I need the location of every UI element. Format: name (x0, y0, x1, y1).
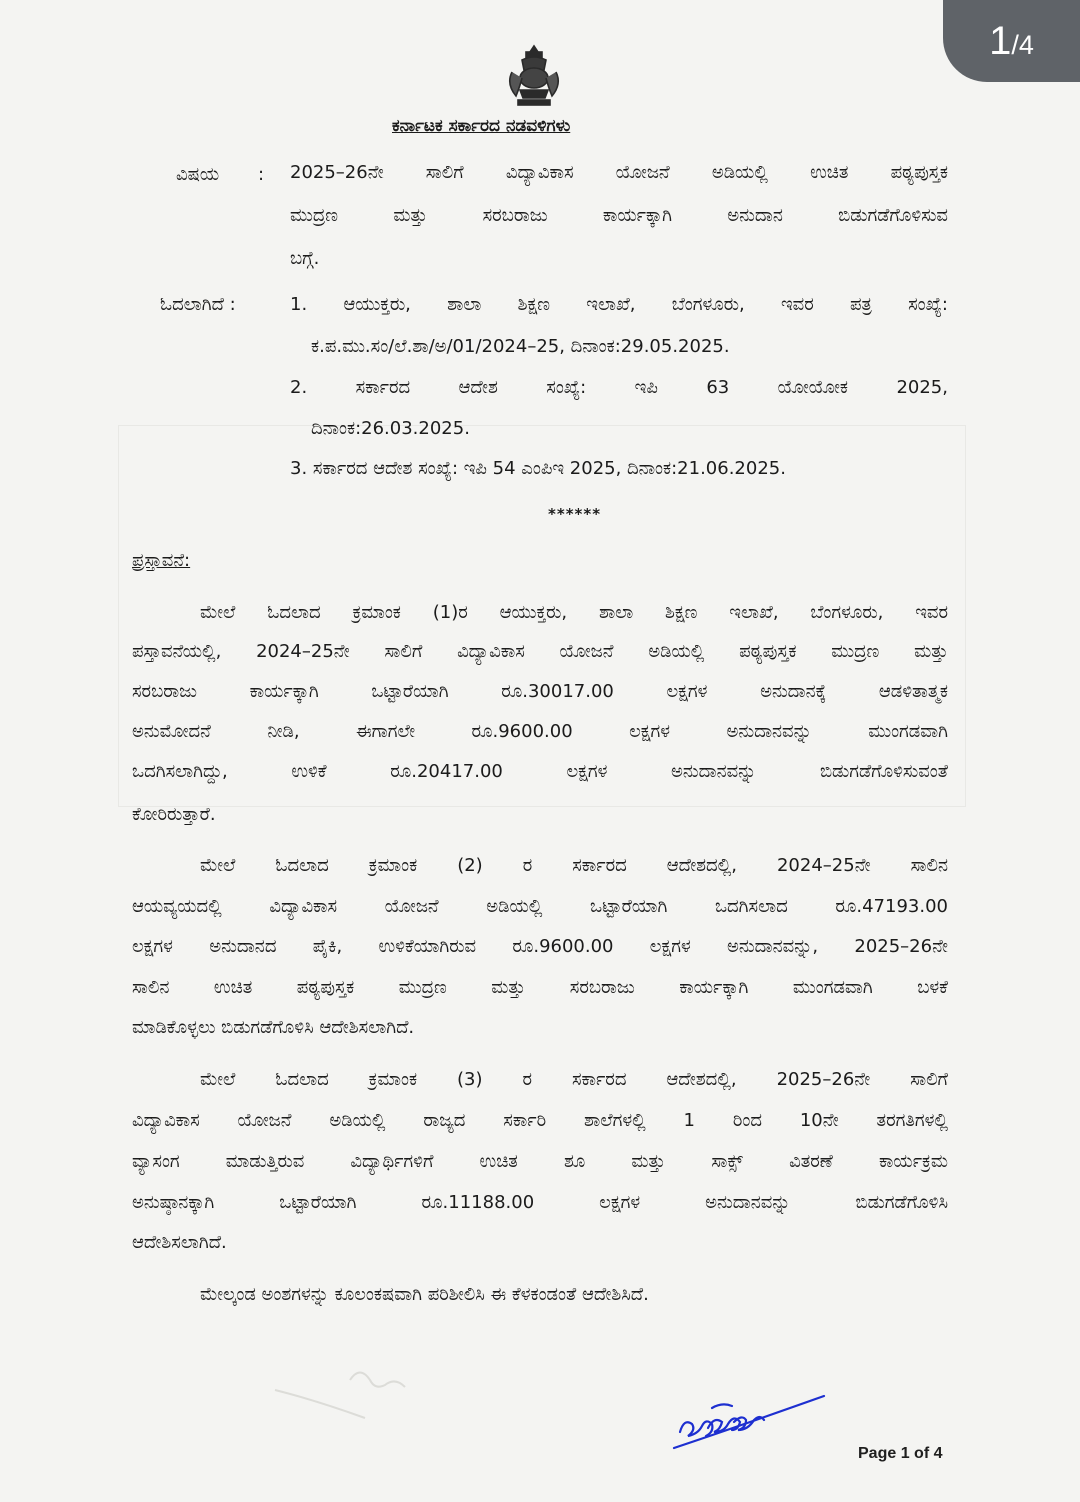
page-counter-current: 1 (989, 18, 1012, 63)
reference-2-line-1: 2. ಸರ್ಕಾರದ ಆದೇಶ ಸಂಖ್ಯೆ: ಇಪಿ 63 ಯೋಯೋಕ 2025, (290, 377, 948, 398)
separator: ****** (548, 505, 602, 523)
subject-label: ವಿಷಯ (176, 164, 220, 185)
subject-line-3: ಬಗ್ಗೆ. (290, 248, 320, 269)
para-3-line-3: ವ್ಯಾಸಂಗ ಮಾಡುತ್ತಿರುವ ವಿದ್ಯಾರ್ಥಿಗಳಿಗೆ ಉಚಿತ ಶೂ ಮತ್ತು ಸಾಕ್ಸ್ ವಿತರಣೆ ಕಾರ್ಯಕ್ರಮ (132, 1151, 948, 1172)
page-footer-prefix: Page (858, 1445, 901, 1462)
para-2-line-5: ಮಾಡಿಕೊಳ್ಳಲು ಬಿಡುಗಡೆಗೊಳಿಸಿ ಆದೇಶಿಸಲಾಗಿದೆ. (132, 1017, 415, 1038)
para-3-line-1: ಮೇಲೆ ಓದಲಾದ ಕ್ರಮಾಂಕ (3) ರ ಸರ್ಕಾರದ ಆದೇಶದಲ್ಲಿ, 2025–26ನೇ ಸಾಲಿಗೆ (200, 1069, 948, 1090)
reference-3-line-1: 3. ಸರ್ಕಾರದ ಆದೇಶ ಸಂಖ್ಯೆ: ಇಪಿ 54 ಎಂಪಿಇ 2025, ದಿನಾಂಕ:21.06.2025. (290, 458, 786, 479)
para-3-line-5: ಆದೇಶಿಸಲಾಗಿದೆ. (132, 1232, 227, 1253)
karnataka-emblem-icon (502, 42, 566, 108)
document-heading: ಕರ್ನಾಟಕ ಸರ್ಕಾರದ ನಡವಳಿಗಳು (392, 116, 571, 136)
reference-1-line-2: ಕ.ಪ.ಮು.ಸಂ/ಲೆ.ಶಾ/ಅ/01/2024–25, ದಿನಾಂಕ:29.05.2025. (311, 336, 730, 357)
references-label: ಓದಲಾಗಿದೆ : (160, 294, 236, 315)
page-footer-total: 4 (933, 1445, 943, 1462)
para-1-line-5: ಒದಗಿಸಲಾಗಿದ್ದು, ಉಳಿಕೆ ರೂ.20417.00 ಲಕ್ಷಗಳ ಅನುದಾನವನ್ನು ಬಿಡುಗಡೆಗೊಳಿಸುವಂತೆ (132, 761, 948, 782)
para-3-line-2: ವಿದ್ಯಾವಿಕಾಸ ಯೋಜನೆ ಅಡಿಯಲ್ಲಿ ರಾಜ್ಯದ ಸರ್ಕಾರಿ ಶಾಲೆಗಳಲ್ಲಿ 1 ರಿಂದ 10ನೇ ತರಗತಿಗಳಲ್ಲಿ (132, 1110, 948, 1131)
page-counter-total: /4 (1011, 29, 1034, 60)
preamble-title: ಪ್ರಸ್ತಾವನೆ: (132, 550, 191, 571)
para-1-line-4: ಅನುಮೋದನೆ ನೀಡಿ, ಈಗಾಗಲೇ ರೂ.9600.00 ಲಕ್ಷಗಳ ಅನುದಾನವನ್ನು ಮುಂಗಡವಾಗಿ (132, 721, 948, 742)
para-1-line-1: ಮೇಲೆ ಓದಲಾದ ಕ್ರಮಾಂಕ (1)ರ ಆಯುಕ್ತರು, ಶಾಲಾ ಶಿಕ್ಷಣ ಇಲಾಖೆ, ಬೆಂಗಳೂರು, ಇವರ (200, 602, 948, 623)
para-3-line-4: ಅನುಷ್ಠಾನಕ್ಕಾಗಿ ಒಟ್ಟಾರೆಯಾಗಿ ರೂ.11188.00 ಲಕ್ಷಗಳ ಅನುದಾನವನ್ನು ಬಿಡುಗಡೆಗೊಳಿಸಿ (132, 1192, 948, 1213)
page-footer-middle: of (909, 1445, 934, 1462)
subject-line-2: ಮುದ್ರಣ ಮತ್ತು ಸರಬರಾಜು ಕಾರ್ಯಕ್ಕಾಗಿ ಅನುದಾನ ಬಿಡುಗಡೆಗೊಳಿಸುವ (290, 205, 948, 226)
closing-line: ಮೇಲ್ಕಂಡ ಅಂಶಗಳನ್ನು ಕೂಲಂಕಷವಾಗಿ ಪರಿಶೀಲಿಸಿ ಈ ಕೆಳಕಂಡಂತೆ ಆದೇಶಿಸಿದೆ. (200, 1284, 649, 1305)
page-footer-current: 1 (900, 1445, 910, 1462)
signature-mark (668, 1388, 828, 1450)
para-2-line-2: ಆಯವ್ಯಯದಲ್ಲಿ ವಿದ್ಯಾವಿಕಾಸ ಯೋಜನೆ ಅಡಿಯಲ್ಲಿ ಒಟ್ಟಾರೆಯಾಗಿ ಒದಗಿಸಲಾದ ರೂ.47193.00 (132, 896, 948, 917)
page-counter-badge (943, 0, 1080, 82)
para-2-line-4: ಸಾಲಿನ ಉಚಿತ ಪಠ್ಯಪುಸ್ತಕ ಮುದ್ರಣ ಮತ್ತು ಸರಬರಾಜು ಕಾರ್ಯಕ್ಕಾಗಿ ಮುಂಗಡವಾಗಿ ಬಳಕೆ (132, 977, 948, 998)
para-2-line-3: ಲಕ್ಷಗಳ ಅನುದಾನದ ಪೈಕಿ, ಉಳಿಕೆಯಾಗಿರುವ ರೂ.9600.00 ಲಕ್ಷಗಳ ಅನುದಾನವನ್ನು, 2025–26ನೇ (132, 936, 948, 957)
page-footer (858, 1445, 943, 1463)
subject-colon: : (258, 164, 265, 185)
para-2-line-1: ಮೇಲೆ ಓದಲಾದ ಕ್ರಮಾಂಕ (2) ರ ಸರ್ಕಾರದ ಆದೇಶದಲ್ಲಿ, 2024–25ನೇ ಸಾಲಿನ (200, 855, 948, 876)
bleed-through-signature (270, 1360, 430, 1420)
para-1-line-3: ಸರಬರಾಜು ಕಾರ್ಯಕ್ಕಾಗಿ ಒಟ್ಟಾರೆಯಾಗಿ ರೂ.30017.00 ಲಕ್ಷಗಳ ಅನುದಾನಕ್ಕೆ ಆಡಳಿತಾತ್ಮಕ (132, 681, 948, 702)
para-1-line-2: ಪಸ್ತಾವನೆಯಲ್ಲಿ, 2024–25ನೇ ಸಾಲಿಗೆ ವಿದ್ಯಾವಿಕಾಸ ಯೋಜನೆ ಅಡಿಯಲ್ಲಿ ಪಠ್ಯಪುಸ್ತಕ ಮುದ್ರಣ ಮತ್ತು (132, 641, 948, 662)
reference-2-line-2: ದಿನಾಂಕ:26.03.2025. (311, 418, 470, 439)
subject-line-1: 2025–26ನೇ ಸಾಲಿಗೆ ವಿದ್ಯಾವಿಕಾಸ ಯೋಜನೆ ಅಡಿಯಲ್ಲಿ ಉಚಿತ ಪಠ್ಯಪುಸ್ತಕ (290, 162, 948, 183)
para-1-line-6: ಕೋರಿರುತ್ತಾರೆ. (132, 804, 216, 825)
reference-1-line-1: 1. ಆಯುಕ್ತರು, ಶಾಲಾ ಶಿಕ್ಷಣ ಇಲಾಖೆ, ಬೆಂಗಳೂರು, ಇವರ ಪತ್ರ ಸಂಖ್ಯೆ: (290, 294, 948, 315)
